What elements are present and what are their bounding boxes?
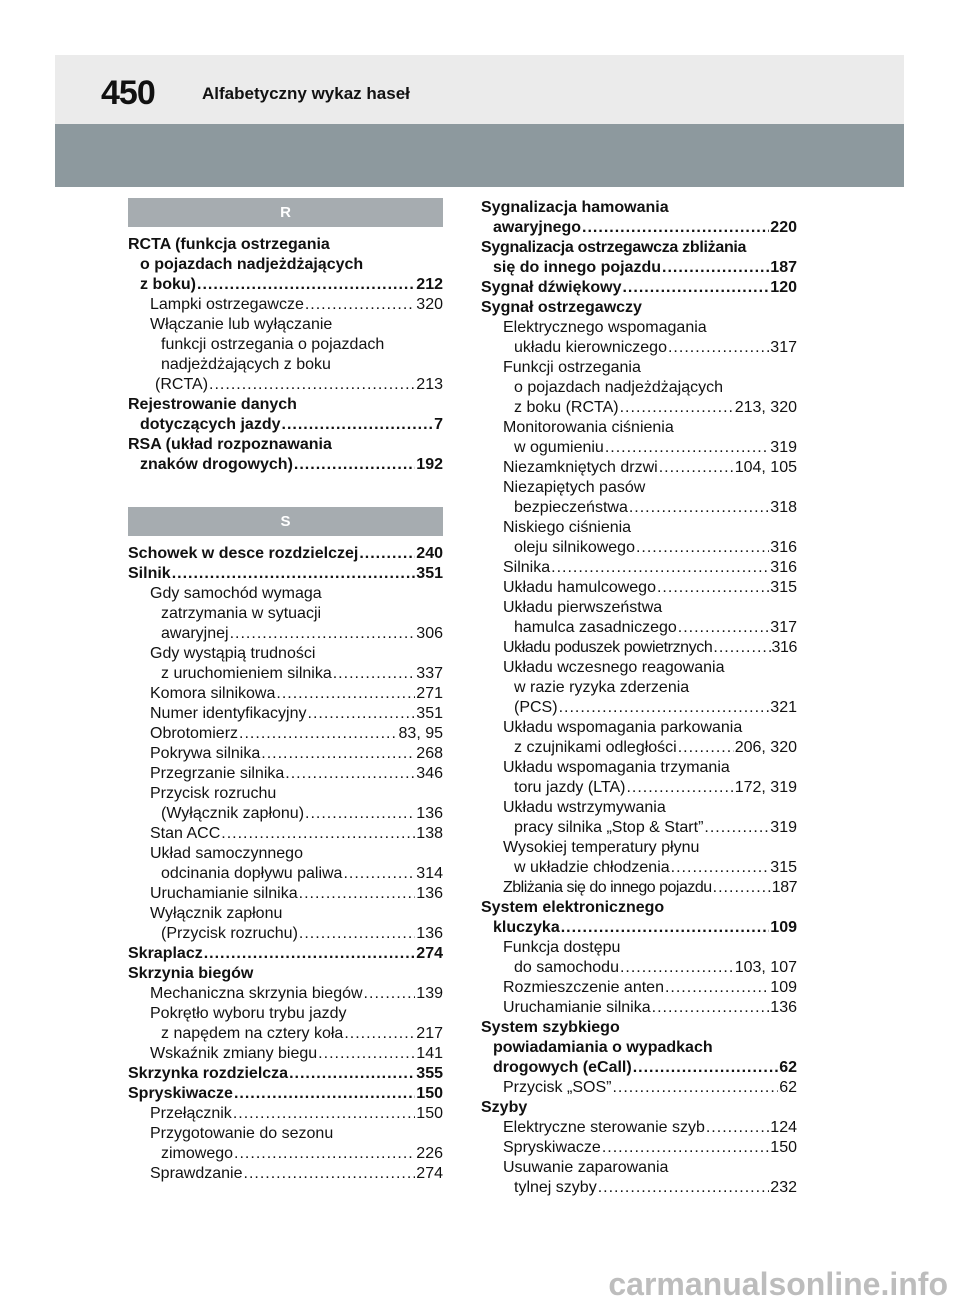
page-ref: 7 [434,416,443,433]
index-entry [481,898,797,938]
entry-text: Funkcja dostępu [503,939,621,956]
entry-text: Silnik [128,565,171,582]
entry-text: Układu pierwszeństwa [503,599,663,616]
entry-text: Układ samoczynnego [150,845,303,862]
index-subentry [128,1104,443,1184]
entry-text: Niezapiętych pasów [503,479,646,496]
entry-text: oleju silnikowego [514,539,635,556]
entry-text: bezpieczeństwa [514,499,628,516]
page-ref: 138 [416,825,443,842]
page-ref: 351 [416,705,443,722]
page-ref: 316 [770,539,797,556]
entry-text: powiadamiania o wypadkach [493,1039,713,1056]
page-ref: 150 [416,1085,443,1102]
page-ref: 316 [770,559,797,576]
entry-text: Schowek w desce rozdzielczej [128,545,359,562]
page-ref: 274 [416,945,443,962]
entry-text: Przycisk „SOS” [503,1079,612,1096]
entry-text: się do innego pojazdu [493,259,661,276]
entry-text: (Wyłącznik zapłonu) [161,805,305,822]
entry-text: Przegrzanie silnika [150,765,285,782]
entry-text: Przygotowanie do sezonu [150,1125,334,1142]
index-entry [128,944,443,984]
page-ref: 103, 107 [734,959,797,976]
page-ref: 136 [416,925,443,942]
page-ref: 83, 95 [398,725,443,742]
watermark: carmanualsonline.info [608,1266,948,1302]
index-subentry [128,295,443,395]
index-subentry [481,938,797,1018]
page-ref: 271 [416,685,443,702]
page-title: Alfabetyczny wykaz haseł [202,84,410,103]
entry-text: System szybkiego [481,1019,620,1036]
page-ref: 109 [770,919,797,936]
index-subentry [481,318,797,898]
entry-text: Sprawdzanie [150,1165,243,1182]
entry-text: hamulca zasadniczego [514,619,677,636]
entry-text: Układu poduszek powietrznych [503,639,713,656]
page-ref: 187 [770,259,797,276]
entry-text: drogowych (eCall) [493,1059,632,1076]
entry-text: o pojazdach nadjeżdżających [514,379,724,396]
page-ref: 355 [416,1065,443,1082]
index-subentry [128,984,443,1064]
index-subentry [128,584,443,944]
entry-text: układu kierowniczego [514,339,667,356]
entry-text: dotyczących jazdy [140,416,281,433]
entry-text: pracy silnika „Stop & Start” [514,819,704,836]
entry-text: Przycisk rozruchu [150,785,277,802]
entry-text: System elektronicznego [481,899,665,916]
entry-text: Rozmieszczenie anten [503,979,664,996]
page-ref: 136 [416,885,443,902]
page-ref: 141 [416,1045,443,1062]
entry-text: Silnika [503,559,551,576]
entry-text: Gdy wystąpią trudności [150,645,316,662]
entry-text: w układzie chłodzenia [514,859,670,876]
index-entry [481,1018,797,1078]
entry-text: zimowego [161,1145,234,1162]
entry-text: Układu wstrzymywania [503,799,666,816]
page-ref: 232 [770,1179,797,1196]
entry-text: z napędem na cztery koła [161,1025,344,1042]
entry-text: Niezamkniętych drzwi [503,459,658,476]
entry-text: z boku) [140,276,196,293]
index-entry [481,1098,797,1118]
entry-text: Gdy samochód wymaga [150,585,322,602]
page-ref: 62 [779,1079,797,1096]
entry-text: Skrzynka rozdzielcza [128,1065,289,1082]
entry-text: Komora silnikowa [150,685,276,702]
page-ref: 320 [416,296,443,313]
entry-text: z czujnikami odległości [514,739,677,756]
entry-text: (RCTA) [155,376,209,393]
entry-text: Skraplacz [128,945,203,962]
entry-text: do samochodu [514,959,619,976]
page-ref: 315 [770,579,797,596]
entry-text: Stan ACC [150,825,221,842]
entry-text: toru jazdy (LTA) [514,779,626,796]
page-ref: 62 [779,1059,797,1076]
index-column-left [128,198,443,1184]
entry-text: Usuwanie zaparowania [503,1159,669,1176]
entry-text: Monitorowania ciśnienia [503,419,674,436]
entry-text: Sygnał dźwiękowy [481,279,622,296]
entry-text: Numer identyfikacyjny [150,705,307,722]
index-entry [128,544,443,584]
page-ref: 317 [770,619,797,636]
entry-text: Szyby [481,1099,528,1116]
page-ref: 206, 320 [734,739,797,756]
index-entry [128,395,443,435]
entry-text: Skrzynia biegów [128,965,254,982]
page-ref: 316 [771,639,797,656]
page-ref: 315 [770,859,797,876]
page-number: 450 [101,74,155,112]
entry-text: w razie ryzyka zderzenia [514,679,690,696]
entry-text: Spryskiwacze [503,1139,601,1156]
entry-text: Rejestrowanie danych [128,396,297,413]
entry-text: z uruchomieniem silnika [161,665,332,682]
entry-text: awaryjnej [161,625,229,642]
entry-text: Przełącznik [150,1105,232,1122]
page-ref: 317 [770,339,797,356]
index-entry [128,1064,443,1104]
entry-text: Układu hamulcowego [503,579,656,596]
page-ref: 319 [770,819,797,836]
entry-text: Pokrętło wyboru trybu jazdy [150,1005,347,1022]
entry-text: w ogumieniu [514,439,604,456]
entry-text: Lampki ostrzegawcze [150,296,304,313]
entry-text: znaków drogowych) [140,456,293,473]
entry-text: Wyłącznik zapłonu [150,905,283,922]
entry-text: Układu wspomagania parkowania [503,719,743,736]
page-ref: 172, 319 [734,779,797,796]
page-ref: 213 [416,376,443,393]
entry-text: Obrotomierz [150,725,239,742]
entry-text: Uruchamianie silnika [503,999,651,1016]
header-strip [55,55,904,124]
page-ref: 217 [416,1025,443,1042]
entry-text: (PCS) [514,699,558,716]
entry-text: kluczyka [493,919,560,936]
page-ref: 321 [770,699,797,716]
entry-text: z boku (RCTA) [514,399,619,416]
entry-text: odcinania dopływu paliwa [161,865,343,882]
entry-text: Układu wspomagania trzymania [503,759,730,776]
page-ref: 274 [416,1165,443,1182]
entry-text: awaryjnego [493,219,582,236]
entry-text: Mechaniczna skrzynia biegów [150,985,363,1002]
entry-text: tylnej szyby [514,1179,597,1196]
entry-text: zatrzymania w sytuacji [161,605,322,622]
page-ref: 104, 105 [734,459,797,476]
page-ref: 337 [416,665,443,682]
index-entry [128,235,443,295]
page-ref: 109 [770,979,797,996]
page-ref: 136 [416,805,443,822]
header-decoration-bar [55,124,904,187]
entry-text: Wysokiej temperatury płynu [503,839,700,856]
page-ref: 212 [416,276,443,293]
page-ref: 150 [770,1139,797,1156]
entry-text: Włączanie lub wyłączanie [150,316,333,333]
entry-text: Elektryczne sterowanie szyb [503,1119,705,1136]
page-ref: 120 [770,279,797,296]
entry-text: Pokrywa silnika [150,745,261,762]
index-subentry [481,1078,797,1098]
entry-text: o pojazdach nadjeżdżających [140,256,364,273]
entry-text: Funkcji ostrzegania [503,359,641,376]
page-ref: 213, 320 [734,399,797,416]
page-ref: 318 [770,499,797,516]
page-ref: 150 [416,1105,443,1122]
entry-text: funkcji ostrzegania o pojazdach [161,336,385,353]
page-ref: 268 [416,745,443,762]
entry-text: RSA (układ rozpoznawania [128,436,332,453]
entry-text: Niskiego ciśnienia [503,519,632,536]
entry-text: RCTA (funkcja ostrzegania [128,236,330,253]
page-ref: 220 [770,219,797,236]
section-letter-r: R [128,198,443,227]
page-ref: 240 [416,545,443,562]
page-ref: 319 [770,439,797,456]
entry-text: Sygnalizacja ostrzegawcza zbliżania [481,239,747,256]
page-ref: 306 [416,625,443,642]
entry-text: Sygnalizacja hamowania [481,199,669,216]
entry-text: Wskaźnik zmiany biegu [150,1045,318,1062]
page-ref: 187 [771,879,797,896]
entry-text: Zbliżania się do innego pojazdu [503,879,712,896]
section-letter-s: S [128,507,443,536]
page-ref: 346 [416,765,443,782]
page-ref: 351 [416,565,443,582]
entry-text: Układu wczesnego reagowania [503,659,725,676]
entry-text: Spryskiwacze [128,1085,233,1102]
page-ref: 226 [416,1145,443,1162]
page-ref: 139 [416,985,443,1002]
page-ref: 136 [770,999,797,1016]
page-ref: 192 [416,456,443,473]
page-ref: 314 [416,865,443,882]
index-entry [481,198,797,318]
entry-text: nadjeżdżających z boku [161,356,331,373]
entry-text: Uruchamianie silnika [150,885,298,902]
index-column-right [481,198,797,1198]
index-entry [128,435,443,475]
entry-text: Elektrycznego wspomagania [503,319,707,336]
entry-text: Sygnał ostrzegawczy [481,299,642,316]
page-ref: 124 [770,1119,797,1136]
entry-text: (Przycisk rozruchu) [161,925,298,942]
index-subentry [481,1118,797,1198]
